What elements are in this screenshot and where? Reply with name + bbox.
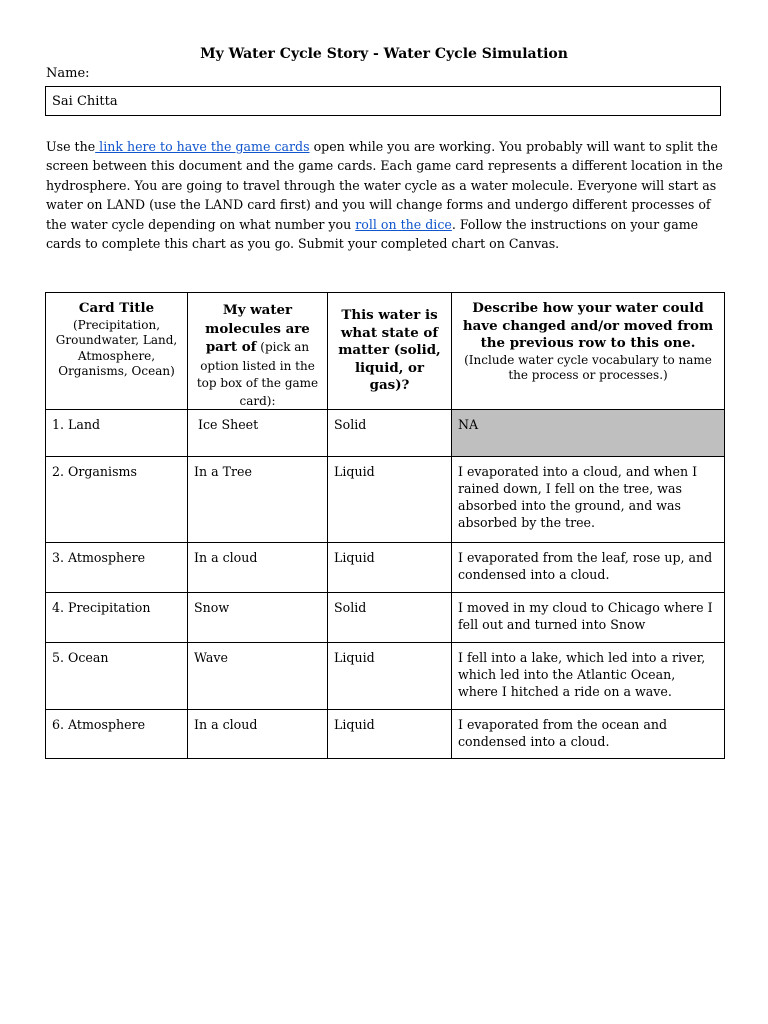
table-row: [46, 643, 725, 710]
header-part-of: [188, 293, 328, 410]
cell-description[interactable]: I evaporated from the ocean and condensed into a cloud.: [452, 710, 725, 759]
intro-text-3: . Follow the instructions on your game cards to complete this chart as you go. Submit your completed chart on Canvas.: [46, 216, 699, 252]
cell-part-of[interactable]: In a Tree: [188, 457, 328, 543]
cell-state[interactable]: Liquid: [328, 543, 452, 593]
cell-part-of[interactable]: Snow: [188, 593, 328, 643]
cell-state[interactable]: Liquid: [328, 457, 452, 543]
cell-state[interactable]: Liquid: [328, 710, 452, 759]
cell-part-of[interactable]: Ice Sheet: [188, 410, 328, 457]
cell-card[interactable]: 4. Precipitation: [46, 593, 188, 643]
cell-card[interactable]: 3. Atmosphere: [46, 543, 188, 593]
name-value: Sai Chitta: [52, 94, 118, 109]
instructions-paragraph: [46, 137, 726, 253]
header-description-note: (Include water cycle vocabulary to name the process or processes.): [464, 352, 712, 383]
intro-text-1: Use the: [46, 139, 96, 154]
header-description-main: Describe how your water could have changed and/or moved from the previous row to this one.: [462, 300, 714, 351]
cell-description[interactable]: I moved in my cloud to Chicago where I fell out and turned into Snow: [452, 593, 725, 643]
header-description: [452, 293, 725, 410]
header-part-of-note: (pick an option listed in the top box of the game card):: [196, 340, 319, 408]
cell-description[interactable]: NA: [452, 410, 725, 457]
intro-text-2: open while you are working. You probably will want to split the screen between this document and the game cards. Each game card represents a different location in the hydrosphere. You are going to travel through the water cycle as a water molecule. Everyone will start as water on LAND (use the LAND card first) and you will change forms and undergo different processes of the water cycle depending on what number you: [46, 139, 723, 232]
cell-card[interactable]: 5. Ocean: [46, 643, 188, 710]
cell-part-of[interactable]: In a cloud: [188, 710, 328, 759]
header-part-of-main: My water molecules are part of: [205, 302, 310, 355]
cell-part-of[interactable]: In a cloud: [188, 543, 328, 593]
cell-description[interactable]: I fell into a lake, which led into a river, which led into the Atlantic Ocean, where I hitched a ride on a wave.: [452, 643, 725, 710]
header-row: [46, 293, 725, 410]
name-label: Name:: [46, 66, 90, 81]
cell-state[interactable]: Solid: [328, 593, 452, 643]
cell-card[interactable]: 2. Organisms: [46, 457, 188, 543]
cell-part-of[interactable]: Wave: [188, 643, 328, 710]
document-title: My Water Cycle Story - Water Cycle Simulation: [200, 46, 568, 62]
cell-state[interactable]: Solid: [328, 410, 452, 457]
cell-state[interactable]: Liquid: [328, 643, 452, 710]
cell-description[interactable]: I evaporated into a cloud, and when I rained down, I fell on the tree, was absorbed into the ground, and was absorbed by the tree.: [452, 457, 725, 543]
dice-link[interactable]: roll on the dice: [355, 216, 452, 232]
game-cards-link[interactable]: link here to have the game cards: [95, 139, 310, 154]
header-card-title-note: (Precipitation, Groundwater, Land, Atmosphere, Organisms, Ocean): [55, 317, 178, 379]
table-row: [46, 457, 725, 543]
header-state-main: This water is what state of matter (solid, liquid, or gas)?: [338, 307, 441, 393]
header-state: [328, 293, 452, 410]
name-field[interactable]: [45, 86, 721, 116]
table-row: [46, 710, 725, 759]
cell-card[interactable]: 6. Atmosphere: [46, 710, 188, 759]
water-cycle-chart: [45, 292, 725, 759]
table-row: [46, 593, 725, 643]
table-row: [46, 410, 725, 457]
cell-description[interactable]: I evaporated from the leaf, rose up, and condensed into a cloud.: [452, 543, 725, 593]
header-part-of-text: [194, 301, 321, 409]
cell-card[interactable]: 1. Land: [46, 410, 188, 457]
header-card-title: [46, 293, 188, 410]
header-card-title-main: Card Title: [78, 300, 155, 316]
table-row: [46, 543, 725, 593]
